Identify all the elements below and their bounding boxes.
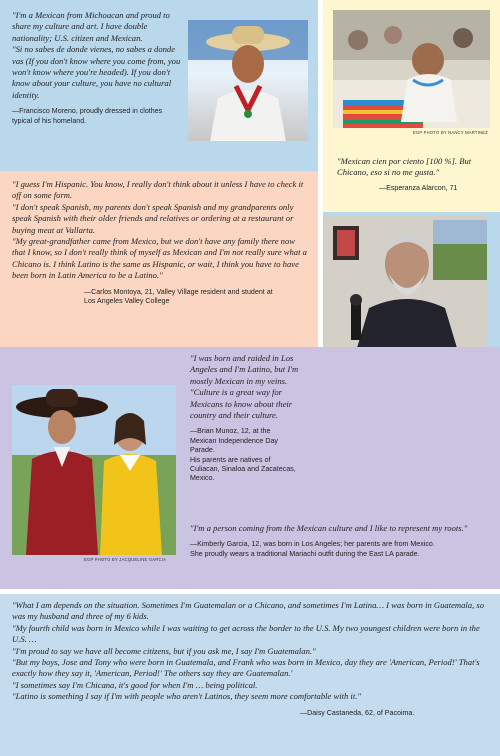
montoya-attribution: —Carlos Montoya, 21, Valley Village resident and student at Los Angeles Valley College [84,287,273,306]
garcia-quote-block [190,523,490,559]
alarcon-attribution: —Esperanza Alarcon, 71 [379,183,458,192]
moreno-quote-block [12,10,182,126]
montoya-quote-block [12,179,308,306]
garcia-attribution: —Kimberly Garcia, 12, was born in Los Angeles; her parents are from Mexico. She proudly wears a traditional Mariachi outfit during the East LA parade. [190,540,435,558]
castaneda-attribution: —Daisy Castaneda, 62, of Pacoima. [300,708,415,717]
alarcon-quote: "Mexican cien por ciento [100 %]. But Chicano, eso si no me gusta." [337,156,472,178]
montoya-panel [0,171,318,347]
moreno-photo [188,20,308,141]
castaneda-quote: "What I am depends on the situation. Sometimes I'm Guatemalan or a Chicano, and sometimes I'm Latina… I was born in Guatemala, so was my husband and three of my 6 kids. "My fourth child was born in Mexico while I was waiting to get across the border to the U.S. My two youngest children were born in the U.S. … "I'm proud to say we have all become citizens, but if you ask me, I say I'm Guatemalan." "But my boys, Jose and Tony who were born in Guatemala, and Frank who was born in Mexico, day they are 'American, Period!' That's exactly how they say it, 'American, Period!' The others say they are Guatemalan.' "I sometimes say I'm Chicana, it's good for when I'm … being political. "Latino is something I say if I'm with people who aren't Latinos, they seem more comfortable with it." [12,600,485,702]
moreno-quote: "I'm a Mexican from Michoacan and proud to share my culture and art. I have double nationality; U.S. citizen and Mexican. "Si no sabes de donde vienes, no sabes a donde vas (If you don't know where you come from, you won't know where you're headed). If you don't know about your culture, you have no cultural identity. [12,10,181,100]
alarcon-quote-block [337,156,489,193]
munoz-garcia-panel [0,347,500,589]
castaneda-quote-block [12,600,490,718]
munoz-quote-block [190,353,314,484]
olmos-photo [323,216,487,348]
munoz-garcia-photo [12,385,176,555]
montoya-quote: "I guess I'm Hispanic. You know, I really don't think about it unless I have to check it off on some form. "I don't speak Spanish, my parents don't speak Spanish and my grandparents only speak Spanish with their older friends and relatives or ordering at a restaurant or buying meat at Vallarta. "My great-grandfather came from Mexico, but we don't have any family there now that I know, so I don't really think of myself as Mexican and I'm not really sure what a Chicano is. I think Latino is the same as Hispanic, or wait, I think you have to have been born in Latin America to be a Latino." [12,179,307,281]
alarcon-photo [333,10,490,128]
moreno-attribution: —Francisco Moreno, proudly dressed in clothes typical of his homeland. [12,107,163,125]
castaneda-panel [0,594,500,756]
garcia-photo-credit: EGP PHOTO BY JACQUELINE GARCIA [84,557,167,562]
garcia-quote: "I'm a person coming from the Mexican culture and I like to represent my roots." [190,523,468,533]
alarcon-photo-credit: EGP PHOTO BY NANCY MARTINEZ [412,130,488,135]
alarcon-panel [323,0,500,212]
munoz-attribution: —Brian Munoz, 12, at the Mexican Independence Day Parade. His parents are natives of Culiacan, Sinaloa and Zacatecas, Mexico. [190,427,296,483]
munoz-quote: "I was born and raided in Los Angeles and I'm Latino, but I'm mostly Mexican in my veins. "Culture is a great way for Mexicans to know about their country and their culture. [190,353,299,421]
moreno-panel [0,0,318,171]
